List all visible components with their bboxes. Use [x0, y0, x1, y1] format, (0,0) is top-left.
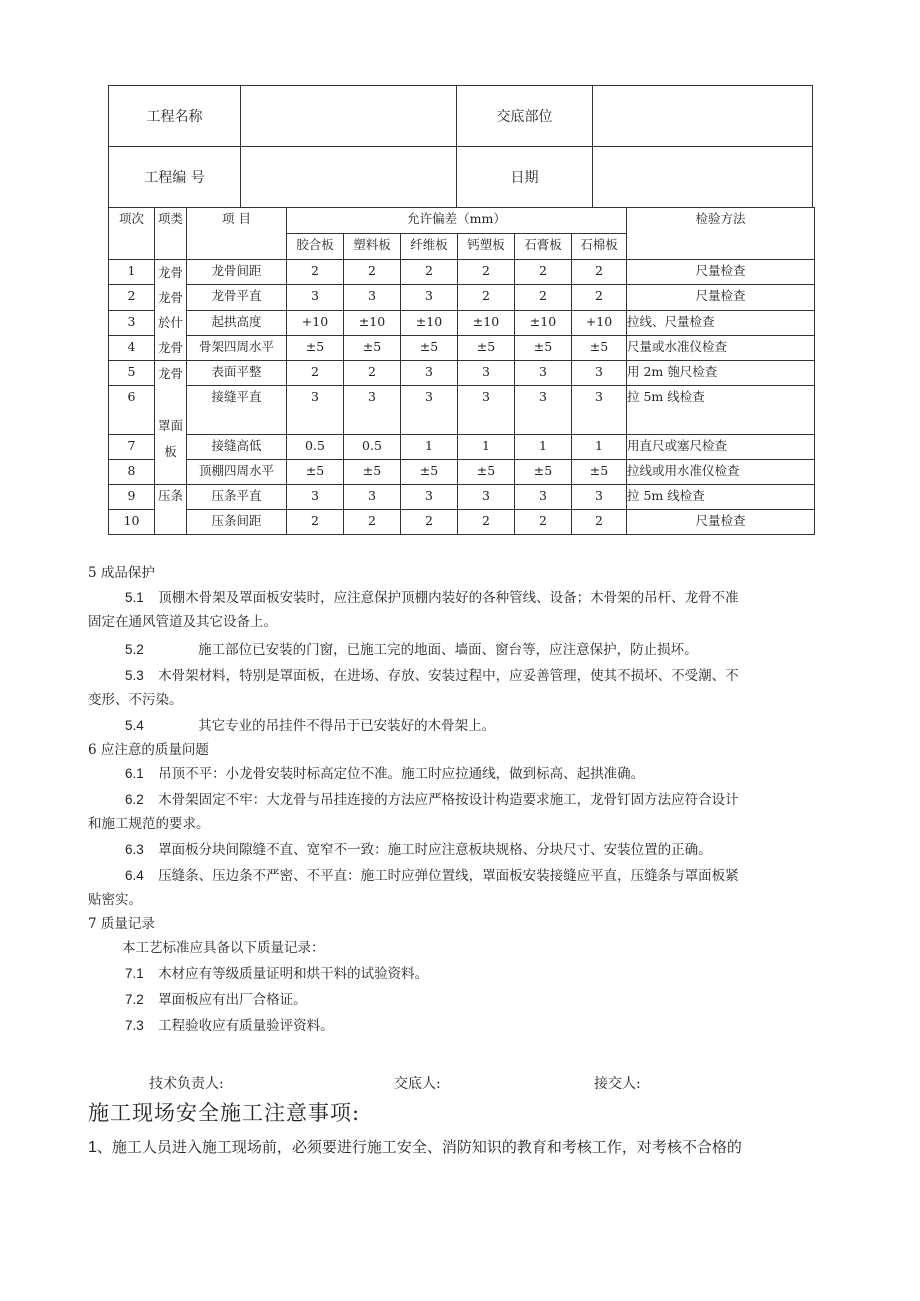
row-item-cell: 接缝平直: [187, 386, 287, 435]
row-item-cell: 压条平直: [187, 485, 287, 510]
handover-part-label: 交底部位: [457, 86, 593, 147]
row-value-cell: 3: [401, 361, 458, 386]
receiver-signature-label: 接交人:: [594, 1076, 641, 1092]
row-value-cell: ±10: [515, 310, 572, 335]
row-value-cell: 2: [515, 285, 572, 310]
row-value-cell: 2: [572, 510, 627, 535]
row-value-cell: 3: [515, 361, 572, 386]
section-title: 5 成品保护: [88, 565, 155, 581]
row-type-cell: 龙骨 罩面 板: [155, 361, 187, 485]
col-item-header: 项 目: [187, 208, 287, 260]
row-method-cell: 尺量检查: [627, 285, 815, 310]
row-value-cell: ±5: [515, 335, 572, 360]
item-number: 6.3: [125, 842, 144, 857]
row-value-cell: ±5: [287, 460, 344, 485]
paragraph: [88, 988, 840, 1012]
row-item-cell: 龙骨平直: [187, 285, 287, 310]
row-index-cell: 4: [109, 335, 155, 360]
row-value-cell: 2: [287, 260, 344, 285]
paragraph-text: 吊顶不平：小龙骨安装时标高定位不准。施工时应拉通线，做到标高、起拱准确。: [158, 766, 645, 782]
date-label: 日期: [457, 147, 593, 208]
table-row: [109, 435, 815, 460]
row-index-cell: 2: [109, 285, 155, 310]
row-value-cell: 3: [458, 485, 515, 510]
row-value-cell: 2: [515, 510, 572, 535]
item-number: 7.1: [125, 966, 144, 981]
project-name-value[interactable]: [241, 86, 457, 147]
paragraph: [88, 962, 840, 986]
row-value-cell: +10: [287, 310, 344, 335]
paragraph-text: 工程验收应有质量验评资料。: [158, 1018, 334, 1034]
row-value-cell: 2: [572, 260, 627, 285]
material-header: 胶合板: [287, 234, 344, 260]
table-row: [109, 460, 815, 485]
paragraph-text: 压缝条、压边条不严密、不平直：施工时应弹位置线，罩面板安装接缝应平直，压缝条与罩面板紧: [158, 868, 739, 884]
item-number: 1: [88, 1139, 97, 1156]
row-value-cell: 3: [572, 485, 627, 510]
row-item-cell: 接缝高低: [187, 435, 287, 460]
header-row-1: [109, 86, 813, 147]
row-value-cell: 2: [287, 361, 344, 386]
row-value-cell: ±5: [458, 335, 515, 360]
row-method-cell: 尺量检查: [627, 510, 815, 535]
row-value-cell: ±5: [515, 460, 572, 485]
col-method-header: 检验方法: [627, 208, 815, 260]
row-value-cell: 2: [515, 260, 572, 285]
row-method-cell: 拉线或用水准仪检查: [627, 460, 815, 485]
row-value-cell: 3: [572, 361, 627, 386]
row-value-cell: 3: [344, 386, 401, 435]
row-type-cell: 压条: [155, 485, 187, 535]
row-value-cell: 3: [344, 285, 401, 310]
row-value-cell: 1: [572, 435, 627, 460]
table-row: [109, 260, 815, 285]
table-row: [109, 386, 815, 435]
project-no-label: 工程编 号: [109, 147, 241, 208]
material-header: 石膏板: [515, 234, 572, 260]
handover-part-value[interactable]: [593, 86, 813, 147]
row-value-cell: ±10: [344, 310, 401, 335]
row-index-cell: 6: [109, 386, 155, 435]
section-5: [88, 561, 840, 1038]
tech-lead-signature-label: 技术负责人:: [149, 1076, 224, 1092]
row-method-cell: 拉 5m 线检查: [627, 386, 815, 435]
row-value-cell: 1: [458, 435, 515, 460]
item-number: 6.1: [125, 766, 144, 781]
item-number: 7.2: [125, 992, 144, 1007]
row-value-cell: 2: [344, 510, 401, 535]
row-value-cell: +10: [572, 310, 627, 335]
table-row: [109, 310, 815, 335]
row-value-cell: 3: [287, 386, 344, 435]
paragraph: [88, 586, 840, 610]
row-value-cell: 1: [515, 435, 572, 460]
paragraph: [88, 762, 840, 786]
row-value-cell: ±5: [344, 335, 401, 360]
header-row-2: [109, 147, 813, 208]
section-title: 7 质量记录: [88, 916, 155, 932]
col-type-header: 项类: [155, 208, 187, 260]
paragraph-text: 其它专业的吊挂件不得吊于已安装好的木骨架上。: [198, 718, 496, 734]
paragraph: [88, 714, 840, 738]
row-type-cell: 龙骨 龙骨 於什 龙骨: [155, 260, 187, 361]
row-value-cell: ±10: [401, 310, 458, 335]
project-header-table: [108, 85, 813, 208]
row-value-cell: 3: [572, 386, 627, 435]
row-method-cell: 用 2m 匏尺检查: [627, 361, 815, 386]
paragraph-text: 罩面板应有出厂合格证。: [158, 992, 307, 1008]
row-method-cell: 用直尺或塞尺检查: [627, 435, 815, 460]
row-value-cell: 3: [401, 485, 458, 510]
row-value-cell: 2: [344, 260, 401, 285]
row-item-cell: 起拱高度: [187, 310, 287, 335]
table-header-row-1: [109, 208, 815, 234]
safety-item-1: [88, 1136, 848, 1157]
row-value-cell: ±5: [458, 460, 515, 485]
paragraph-text: 、施工人员进入施工现场前，必须要进行施工安全、消防知识的教育和考核工作，对考核不合格的: [96, 1138, 742, 1156]
handover-by-signature-label: 交底人:: [394, 1076, 441, 1092]
paragraph: [88, 788, 840, 812]
paragraph-cont: 变形、不污染。: [88, 692, 183, 708]
date-value[interactable]: [593, 147, 813, 208]
paragraph: [88, 1014, 840, 1038]
row-item-cell: 顶棚四周水平: [187, 460, 287, 485]
item-number: 5.3: [125, 668, 144, 683]
row-item-cell: 压条间距: [187, 510, 287, 535]
row-value-cell: 3: [515, 485, 572, 510]
project-name-label: 工程名称: [109, 86, 241, 147]
material-header: 纤维板: [401, 234, 458, 260]
paragraph-cont: 和施工规范的要求。: [88, 816, 210, 832]
row-method-cell: 尺量检查: [627, 260, 815, 285]
row-index-cell: 3: [109, 310, 155, 335]
row-value-cell: 2: [401, 260, 458, 285]
paragraph-text: 罩面板分块间隙缝不直、宽窄不一致：施工时应注意板块规格、分块尺寸、安装位置的正确。: [158, 842, 712, 858]
row-value-cell: ±5: [344, 460, 401, 485]
paragraph: [88, 638, 840, 662]
material-header: 塑料板: [344, 234, 401, 260]
paragraph: [88, 838, 840, 862]
row-value-cell: 2: [458, 285, 515, 310]
row-item-cell: 骨架四周水平: [187, 335, 287, 360]
row-value-cell: 2: [458, 260, 515, 285]
paragraph-cont: 贴密实。: [88, 892, 142, 908]
row-value-cell: 3: [458, 386, 515, 435]
row-item-cell: 龙骨间距: [187, 260, 287, 285]
paragraph: [88, 664, 840, 688]
row-value-cell: 3: [287, 285, 344, 310]
table-row: [109, 485, 815, 510]
row-value-cell: 2: [344, 361, 401, 386]
section-title: 6 应注意的质量问题: [88, 742, 209, 758]
paragraph-text: 木材应有等级质量证明和烘干料的试验资料。: [158, 966, 429, 982]
row-index-cell: 10: [109, 510, 155, 535]
row-value-cell: 3: [401, 386, 458, 435]
row-value-cell: 3: [401, 285, 458, 310]
row-index-cell: 8: [109, 460, 155, 485]
row-item-cell: 表面平整: [187, 361, 287, 386]
row-value-cell: 0.5: [344, 435, 401, 460]
item-number: 5.4: [125, 718, 144, 733]
row-value-cell: 0.5: [287, 435, 344, 460]
project-no-value[interactable]: [241, 147, 457, 208]
row-value-cell: ±10: [458, 310, 515, 335]
row-method-cell: 拉线、尺量检查: [627, 310, 815, 335]
row-method-cell: 尺量或水准仪检查: [627, 335, 815, 360]
table-row: [109, 510, 815, 535]
row-index-cell: 7: [109, 435, 155, 460]
row-value-cell: 1: [401, 435, 458, 460]
row-value-cell: ±5: [572, 335, 627, 360]
row-value-cell: 3: [515, 386, 572, 435]
paragraph-cont: 固定在通风管道及其它设备上。: [88, 614, 277, 630]
row-index-cell: 9: [109, 485, 155, 510]
row-value-cell: 2: [572, 285, 627, 310]
row-value-cell: ±5: [287, 335, 344, 360]
row-value-cell: ±5: [401, 460, 458, 485]
row-value-cell: ±5: [401, 335, 458, 360]
paragraph-text: 本工艺标准应具备以下质量记录：: [122, 940, 325, 956]
row-value-cell: 3: [458, 361, 515, 386]
item-number: 6.4: [125, 868, 144, 883]
paragraph-text: 顶棚木骨架及罩面板安装时，应注意保护顶棚内装好的各种管线、设备；木骨架的吊杆、龙骨不准: [158, 590, 739, 606]
row-value-cell: 2: [401, 510, 458, 535]
paragraph-text: 施工部位已安装的门窗，已施工完的地面、墙面、窗台等，应注意保护，防止损坏。: [198, 642, 698, 658]
row-method-cell: 拉 5m 线检查: [627, 485, 815, 510]
table-row: [109, 285, 815, 310]
table-row: [109, 361, 815, 386]
row-value-cell: 2: [287, 510, 344, 535]
col-index-header: 项次: [109, 208, 155, 260]
item-number: 6.2: [125, 792, 144, 807]
col-tolerance-header: 允许偏差（mm）: [287, 208, 627, 234]
row-value-cell: 2: [458, 510, 515, 535]
tolerance-table: [108, 207, 815, 535]
item-number: 7.3: [125, 1018, 144, 1033]
paragraph-text: 木骨架固定不牢：大龙骨与吊挂连接的方法应严格按设计构造要求施工，龙骨钉固方法应符合设计: [158, 792, 739, 808]
row-index-cell: 1: [109, 260, 155, 285]
row-value-cell: 3: [287, 485, 344, 510]
paragraph: [88, 864, 840, 888]
material-header: 钙塑板: [458, 234, 515, 260]
safety-title: 施工现场安全施工注意事项:: [88, 1101, 361, 1125]
row-value-cell: ±5: [572, 460, 627, 485]
paragraph-text: 木骨架材料，特别是罩面板，在进场、存放、安装过程中，应妥善管理，使其不损坏、不受潮、不: [158, 668, 739, 684]
item-number: 5.1: [125, 590, 144, 605]
row-value-cell: 3: [344, 485, 401, 510]
table-row: [109, 335, 815, 360]
row-index-cell: 5: [109, 361, 155, 386]
item-number: 5.2: [125, 642, 144, 657]
material-header: 石棉板: [572, 234, 627, 260]
